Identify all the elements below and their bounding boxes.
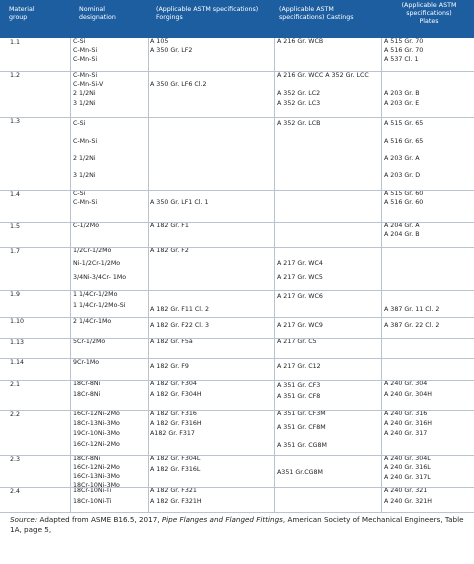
forgings-cell: A 182 Gr. F304H — [150, 391, 202, 398]
forgings-cell: A 182 Gr. F304 — [150, 380, 197, 387]
material-group-cell: 2.1 — [10, 381, 21, 388]
designation-cell: 2 1/2Ni — [73, 155, 96, 162]
column-divider — [274, 38, 275, 512]
material-group-cell: 2.2 — [10, 411, 21, 418]
designation-cell: C-Mn-Si-V — [73, 81, 104, 88]
plates-cell: A 240 Gr. 321H — [384, 498, 432, 505]
row-divider — [0, 71, 474, 72]
row-divider — [0, 358, 474, 359]
castings-cell: A 352 Gr. LC2 — [277, 90, 321, 97]
designation-cell: 16Cr-12Ni-2Mo — [73, 441, 120, 448]
header-material-group — [9, 6, 69, 22]
row-divider — [0, 338, 474, 339]
designation-cell: 18Cr-8Ni — [73, 455, 101, 462]
castings-cell: A 217 Gr. WC9 — [277, 322, 323, 329]
designation-cell: 16Cr-13Ni-3Mo — [73, 473, 120, 480]
plates-cell: A 204 Gr. B — [384, 231, 420, 238]
column-divider — [148, 38, 149, 512]
forgings-cell: A 350 Gr. LF1 Cl. 1 — [150, 199, 209, 206]
row-divider — [0, 247, 474, 248]
castings-cell: A 351 Gr. CG8M — [277, 442, 327, 449]
header-line: group — [9, 14, 28, 22]
designation-cell: 3/4Ni-3/4Cr- 1Mo — [73, 274, 127, 281]
forgings-cell: A 350 Gr. LF6 Cl.2 — [150, 81, 207, 88]
designation-cell: C-Mn-Si — [73, 138, 98, 145]
material-group-cell: 1.1 — [10, 39, 21, 46]
header-line: (Applicable ASTM specifications) — [156, 6, 259, 13]
header-line: designation — [79, 14, 116, 22]
row-divider — [0, 455, 474, 456]
designation-cell: C-Mn-Si — [73, 47, 98, 54]
plates-cell: A 240 Gr. 304 — [384, 380, 428, 387]
castings-cell: A 217 Gr. C5 — [277, 338, 317, 345]
designation-cell: 18Cr-10Ni-3Mo — [73, 482, 120, 489]
header-line: (Applicable ASTM — [279, 6, 334, 13]
designation-cell: 18Cr-8Ni — [73, 391, 101, 398]
row-divider — [0, 117, 474, 118]
forgings-cell: A182 Gr. F317 — [150, 430, 195, 437]
column-divider — [381, 38, 382, 512]
plates-cell: A 203 Gr. E — [384, 100, 420, 107]
source-title: Pipe Flanges and Flanged Fittings — [161, 515, 283, 524]
designation-cell: 18Cr-8Ni — [73, 380, 101, 387]
header-line: Forgings — [156, 14, 183, 22]
designation-cell: 16Cr-12Ni-2Mo — [73, 410, 120, 417]
designation-cell: C-Si — [73, 38, 86, 45]
plates-cell: A 515 Gr. 65 — [384, 120, 424, 127]
forgings-cell: A 182 Gr. F316H — [150, 420, 202, 427]
designation-cell: Ni-1/2Cr-1/2Mo — [73, 260, 121, 267]
row-divider — [0, 317, 474, 318]
castings-cell: A 351 Gr. CF8M — [277, 424, 326, 431]
plates-cell: A 240 Gr. 304H — [384, 391, 432, 398]
plates-cell: A 204 Gr. A — [384, 222, 420, 229]
castings-cell: A 217 Gr. WC4 — [277, 260, 323, 267]
plates-cell: A 203 Gr. A — [384, 155, 420, 162]
forgings-cell: A 182 Gr. F316L — [150, 466, 201, 473]
row-divider — [0, 410, 474, 411]
designation-cell: 9Cr-1Mo — [73, 359, 100, 366]
plates-cell: A 240 Gr. 321 — [384, 487, 428, 494]
designation-cell: C-1/2Mo — [73, 222, 100, 229]
designation-cell: C-Si — [73, 120, 86, 127]
forgings-cell: A 182 Gr. F2 — [150, 247, 189, 254]
row-divider — [0, 487, 474, 488]
forgings-cell: A 182 Gr. F304L — [150, 455, 201, 462]
castings-cell: A 351 Gr. CF8 — [277, 393, 321, 400]
designation-cell: 1 1/4Cr-1/2Mo-Si — [73, 302, 126, 309]
forgings-cell: A 182 Gr. F321H — [150, 498, 202, 505]
source-label: Source: — [10, 515, 38, 524]
castings-cell: A 216 Gr. WCB — [277, 38, 324, 45]
material-group-cell: 1.13 — [10, 339, 25, 346]
designation-cell: 19Cr-10Ni-3Mo — [73, 430, 120, 437]
forgings-cell: A 182 Gr. F11 Cl. 2 — [150, 306, 210, 313]
header-forgings — [156, 6, 274, 22]
row-divider — [0, 290, 474, 291]
header-line: Nominal — [79, 6, 106, 13]
designation-cell: 2 1/4Cr-1Mo — [73, 318, 112, 325]
designation-cell: C-Mn-Si — [73, 72, 98, 79]
material-group-cell: 1.14 — [10, 359, 25, 366]
designation-cell: 1 1/4Cr-1/2Mo — [73, 291, 118, 298]
plates-cell: A 516 Gr. 65 — [384, 138, 424, 145]
designation-cell: C-Mn-Si — [73, 56, 98, 63]
header-plates — [384, 2, 474, 27]
designation-cell: 18Cr-10Ni-Ti — [73, 487, 112, 494]
plates-cell: A 240 Gr. 317 — [384, 430, 428, 437]
header-line: specifications) — [406, 10, 452, 18]
plates-cell: A 240 Gr. 317L — [384, 474, 431, 481]
designation-cell: 18Cr-10Ni-Ti — [73, 498, 112, 505]
plates-cell: A 387 Gr. 11 Cl. 2 — [384, 306, 440, 313]
castings-cell: A 351 Gr. CF3M — [277, 410, 326, 417]
source-text-2: , American Society of Mechanical Engineers, Table 1A, page 5, — [10, 515, 464, 534]
header-castings — [279, 6, 384, 22]
castings-cell: A 217 Gr. WC5 — [277, 274, 323, 281]
designation-cell: C-Mn-Si — [73, 199, 98, 206]
plates-cell: A 203 Gr. B — [384, 90, 420, 97]
forgings-cell: A 182 Gr. F9 — [150, 363, 189, 370]
row-divider — [0, 222, 474, 223]
plates-cell: A 240 Gr. 304L — [384, 455, 431, 462]
header-line: (Applicable ASTM — [401, 2, 457, 9]
material-group-cell: 2.4 — [10, 488, 21, 495]
forgings-cell: A 182 Gr. F5a — [150, 338, 193, 345]
material-group-cell: 1.4 — [10, 191, 21, 198]
header-nominal-designation — [79, 6, 149, 22]
designation-cell: 16Cr-12Ni-2Mo — [73, 464, 120, 471]
header-line: specifications) Castings — [279, 14, 354, 22]
column-divider — [70, 38, 71, 512]
plates-cell: A 515 Gr. 60 — [384, 190, 424, 197]
forgings-cell: A 182 Gr. F1 — [150, 222, 189, 229]
source-text-1: Adapted from ASME B16.5, 2017, — [37, 515, 162, 524]
plates-cell: A 203 Gr. D — [384, 172, 421, 179]
plates-cell: A 240 Gr. 316 — [384, 410, 428, 417]
row-divider — [0, 190, 474, 191]
designation-cell: 1/2Cr-1/2Mo — [73, 247, 112, 254]
plates-cell: A 240 Gr. 316H — [384, 420, 432, 427]
material-group-cell: 1.10 — [10, 318, 25, 325]
forgings-cell: A 182 Gr. F22 Cl. 3 — [150, 322, 210, 329]
castings-cell: A 351 Gr. CF3 — [277, 382, 321, 389]
material-group-cell: 2.3 — [10, 456, 21, 463]
material-group-cell: 1.3 — [10, 118, 21, 125]
table-bottom-rule — [0, 512, 474, 513]
material-group-cell: 1.2 — [10, 72, 21, 79]
designation-cell: 2 1/2Ni — [73, 90, 96, 97]
table-header — [0, 0, 474, 38]
plates-cell: A 516 Gr. 60 — [384, 199, 424, 206]
source-note — [10, 515, 466, 535]
castings-cell: A351 Gr.CG8M — [277, 469, 323, 476]
material-group-cell: 1.7 — [10, 248, 21, 255]
castings-cell: A 352 Gr. LC3 — [277, 100, 321, 107]
forgings-cell: A 182 Gr. F321 — [150, 487, 197, 494]
header-line: Material — [9, 6, 35, 13]
designation-cell: 5Cr-1/2Mo — [73, 338, 106, 345]
castings-cell: A 217 Gr. WC6 — [277, 293, 323, 300]
forgings-cell: A 350 Gr. LF2 — [150, 47, 193, 54]
plates-cell: A 537 Cl. 1 — [384, 56, 419, 63]
plates-cell: A 387 Gr. 22 Cl. 2 — [384, 322, 440, 329]
plates-cell: A 515 Gr. 70 — [384, 38, 424, 45]
designation-cell: 3 1/2Ni — [73, 100, 96, 107]
castings-cell: A 217 Gr. C12 — [277, 363, 321, 370]
plates-cell: A 516 Gr. 70 — [384, 47, 424, 54]
forgings-cell: A 182 Gr. F316 — [150, 410, 197, 417]
header-line: Plates — [419, 18, 439, 26]
material-group-cell: 1.5 — [10, 223, 21, 230]
row-divider — [0, 380, 474, 381]
castings-cell: A 216 Gr. WCC A 352 Gr. LCC — [277, 72, 369, 79]
designation-cell: C-Si — [73, 190, 86, 197]
plates-cell: A 240 Gr. 316L — [384, 464, 431, 471]
forgings-cell: A 105 — [150, 38, 169, 45]
castings-cell: A 352 Gr. LCB — [277, 120, 321, 127]
designation-cell: 18Cr-13Ni-3Mo — [73, 420, 120, 427]
material-group-cell: 1.9 — [10, 291, 21, 298]
designation-cell: 3 1/2Ni — [73, 172, 96, 179]
